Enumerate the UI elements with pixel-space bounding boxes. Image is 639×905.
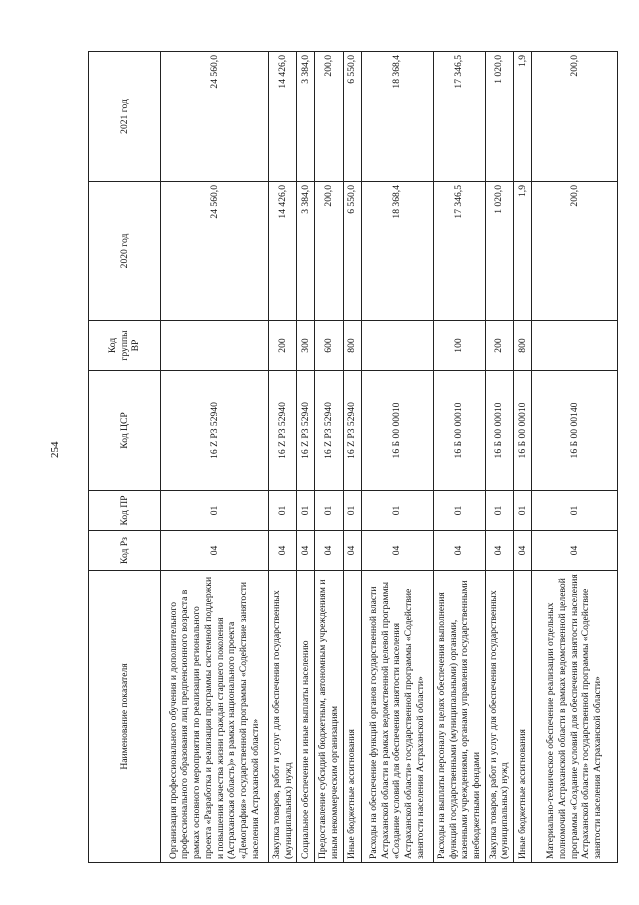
header-name: Наименование показателя [89,571,161,863]
row-csr-cell: 16 Z P3 52940 [315,371,343,491]
row-name-cell: Закупка товаров, работ и услуг для обеспечения государственных (муниципальных) нужд [269,571,297,863]
row-name-cell: Материально-техническое обеспечение реализации отдельных полномочий Астраханской области в рамках ведомственной целевой программы «Создание условий для обеспечения занятости населения Астраханской области» государственной программы «Содействие занятости населения Астраханской области» [532,571,618,863]
table-row [532,52,618,863]
row-csr-cell: 16 Z P3 52940 [343,371,361,491]
row-pr-cell: 01 [433,491,485,531]
row-vr-cell: 300 [297,321,315,371]
row-2020-cell: 3 384,0 [297,182,315,321]
row-vr-cell: 800 [514,321,532,371]
header-vr: Код группы ВР [89,321,161,371]
row-pr-cell: 01 [297,491,315,531]
row-rz-cell: 04 [361,531,433,571]
row-2020-cell: 200,0 [315,182,343,321]
row-rz-cell: 04 [343,531,361,571]
row-rz-cell: 04 [532,531,618,571]
row-vr-cell [361,321,433,371]
row-name-cell: Расходы на обеспечение функций органов государственной власти Астраханской области в рамках ведомственной целевой программы «Создание условий для обеспечения занятости населения Астраханской области» государственной программы «Содействие занятости населения Астраханской области» [361,571,433,863]
row-pr-cell: 01 [514,491,532,531]
header-pr: Код ПР [89,491,161,531]
row-2020-cell: 18 368,4 [361,182,433,321]
header-2021: 2021 год [89,52,161,182]
row-pr-cell: 01 [485,491,513,531]
budget-table [88,51,618,863]
row-csr-cell: 16 Z P3 52940 [269,371,297,491]
table-row [269,52,297,863]
table-row [433,52,485,863]
row-rz-cell: 04 [485,531,513,571]
row-pr-cell: 01 [315,491,343,531]
row-2021-cell: 6 550,0 [343,52,361,182]
table-row [297,52,315,863]
header-csr: Код ЦСР [89,371,161,491]
row-rz-cell: 04 [433,531,485,571]
row-2020-cell: 24 560,0 [161,182,269,321]
row-vr-cell: 600 [315,321,343,371]
row-vr-cell [161,321,269,371]
row-vr-cell: 200 [269,321,297,371]
row-2021-cell: 1 020,0 [485,52,513,182]
row-pr-cell: 01 [343,491,361,531]
row-2020-cell: 1 020,0 [485,182,513,321]
row-csr-cell: 16 Z P3 52940 [297,371,315,491]
header-2020: 2020 год [89,182,161,321]
row-pr-cell: 01 [361,491,433,531]
table-row [361,52,433,863]
row-pr-cell: 01 [269,491,297,531]
row-name-cell: Закупка товаров, работ и услуг для обеспечения государственных (муниципальных) нужд [485,571,513,863]
row-name-cell: Расходы на выплаты персоналу в целях обеспечения выполнения функций государственными (муниципальными) органами, казенными учреждениями, органами управления государственными внебюджетными фондами [433,571,485,863]
row-2021-cell: 14 426,0 [269,52,297,182]
row-name-cell: Организация профессионального обучения и дополнительного профессионального образования лиц предпенсионного возраста в рамках основного мероприятия по реализации регионального проекта «Разработка и реализация программы системной поддержки и повышения качества жизни граждан старшего поколения (Астраханская область)» в рамках национального проекта «Демография» государственной программы «Содействие занятости населения Астраханской области» [161,571,269,863]
row-2021-cell: 18 368,4 [361,52,433,182]
row-2020-cell: 14 426,0 [269,182,297,321]
row-name-cell: Иные бюджетные ассигнования [343,571,361,863]
row-2020-cell: 200,0 [532,182,618,321]
table-row [514,52,532,863]
row-name-cell: Предоставление субсидий бюджетным, автономным учреждениям и иным некоммерческим организациям [315,571,343,863]
row-2021-cell: 3 384,0 [297,52,315,182]
table-row [161,52,269,863]
row-vr-cell: 800 [343,321,361,371]
row-2021-cell: 24 560,0 [161,52,269,182]
row-csr-cell: 16 Z P3 52940 [161,371,269,491]
table-header [89,52,161,863]
table-row [315,52,343,863]
row-csr-cell: 16 Б 00 00010 [514,371,532,491]
row-2020-cell: 6 550,0 [343,182,361,321]
row-2021-cell: 200,0 [532,52,618,182]
row-pr-cell: 01 [161,491,269,531]
row-name-cell: Социальное обеспечение и иные выплаты населению [297,571,315,863]
row-rz-cell: 04 [297,531,315,571]
row-vr-cell: 200 [485,321,513,371]
page-number: 254 [49,441,61,458]
row-name-cell: Иные бюджетные ассигнования [514,571,532,863]
row-2020-cell: 1,9 [514,182,532,321]
row-pr-cell: 01 [532,491,618,531]
table-row [485,52,513,863]
row-vr-cell [532,321,618,371]
row-vr-cell: 100 [433,321,485,371]
row-2021-cell: 1,9 [514,52,532,182]
row-csr-cell: 16 Б 00 00140 [532,371,618,491]
table-body [161,52,618,863]
rotated-table-frame [88,52,608,863]
row-csr-cell: 16 Б 00 00010 [433,371,485,491]
row-rz-cell: 04 [315,531,343,571]
row-rz-cell: 04 [269,531,297,571]
table-row [343,52,361,863]
table-landscape-wrapper [88,52,608,863]
row-2021-cell: 17 346,5 [433,52,485,182]
row-rz-cell: 04 [514,531,532,571]
row-2020-cell: 17 346,5 [433,182,485,321]
row-csr-cell: 16 Б 00 00010 [361,371,433,491]
row-2021-cell: 200,0 [315,52,343,182]
row-rz-cell: 04 [161,531,269,571]
header-rz: Код Рз [89,531,161,571]
row-csr-cell: 16 Б 00 00010 [485,371,513,491]
